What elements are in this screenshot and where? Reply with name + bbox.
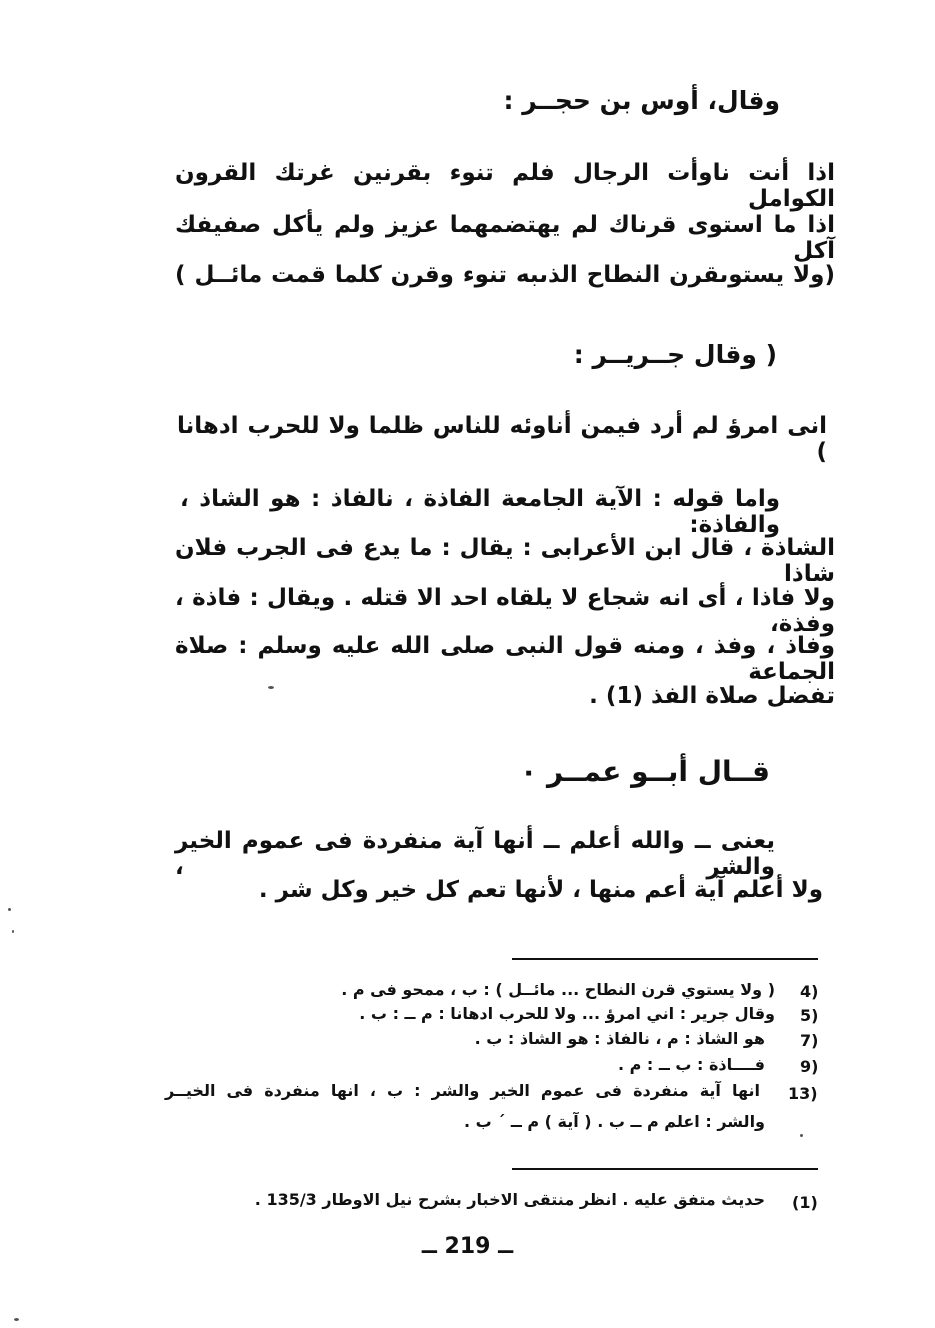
paragraph-fadhdha-line-5: تفضل صلاة الفذ (1) .	[589, 683, 835, 709]
poem-jarir-line: انى امرؤ لم أرد فيمن أناوئه للناس ظلما ولا للحرب ادهانا )	[177, 413, 827, 465]
scan-speck	[14, 1318, 19, 1321]
heading-aws-ibn-hajar: وقال، أوس بن حجــر :	[503, 86, 780, 115]
variant-note-text: فــــاذة : ب ــ : م .	[617, 1055, 765, 1074]
variant-note-number: 4)	[800, 982, 819, 1001]
scan-speck	[800, 1134, 803, 1137]
heading-abu-umar: قــال أبــو عمــر ٠	[520, 755, 770, 788]
variant-note-number: 13)	[788, 1084, 818, 1103]
paragraph-fadhdha-line-4: وفاذ ، وفذ ، ومنه قول النبى صلى الله عليه وسلم : صلاة الجماعة	[175, 633, 835, 685]
scan-speck	[12, 930, 14, 933]
paragraph-fadhdha-line-2: الشاذة ، قال ابن الأعرابى : يقال : ما يدع فى الجرب فلان شاذا	[175, 535, 835, 587]
variant-note-text: انها آية منفردة فى عموم الخير والشر : ب ، انها منفردة فى الخيــر	[165, 1081, 760, 1100]
paragraph-abu-umar-line-2: ولا أعلم آية أعم منها ، لأنها تعم كل خير وكل شر .	[258, 877, 823, 903]
variant-note-text: هو الشاذ : م ، نالفاذ : هو الشاذ : ب .	[474, 1029, 765, 1048]
variant-note-number: 9)	[800, 1057, 819, 1076]
poem-aws-line-3: (ولا يستوىقرن النطاح الذىبه تنوء وقرن كلما قمت مائــل )	[175, 262, 835, 288]
variant-note-text: ( ولا يستوي قرن النطاح ... مائــل ) : ب ، ممحو فى م .	[341, 980, 775, 999]
variant-note-text: والشر : اعلم م ــ ب . ( آية ) م ــ ´ ب .	[463, 1112, 765, 1131]
heading-jarir: ( وقال جــريــر :	[573, 340, 777, 369]
page-number: ــ 219 ــ	[421, 1234, 514, 1259]
variant-note-number: 5)	[800, 1006, 819, 1025]
variant-note-number: 7)	[800, 1031, 819, 1050]
paragraph-abu-umar-line-1: يعنى ــ والله أعلم ــ أنها آية منفردة فى عموم الخير والشر ،	[175, 828, 775, 880]
scan-speck	[268, 686, 274, 689]
poem-aws-line-2: اذا ما استوى قرناك لم يهتضمهما عزيز ولم يأكل صفيفك آكل	[175, 212, 835, 264]
footnotes-separator	[512, 1168, 818, 1170]
footnote-text: حديث متفق عليه . انظر منتقى الاخبار بشرح نيل الاوطار 135/3 .	[254, 1190, 765, 1209]
variant-note-text: وقال جرير : اني امرؤ ... ولا للحرب ادهانا : م ــ : ب .	[359, 1004, 775, 1023]
scan-speck	[8, 908, 11, 911]
footnote-number: (1)	[792, 1193, 818, 1212]
variant-notes-separator	[512, 958, 818, 960]
paragraph-fadhdha-line-1: واما قوله : الآية الجامعة الفاذة ، نالفاذ : هو الشاذ ، والفاذة:	[180, 486, 780, 538]
paragraph-fadhdha-line-3: ولا فاذا ، أى انه شجاع لا يلقاه احد الا قتله . ويقال : فاذة ، وفذة،	[175, 585, 835, 637]
poem-aws-line-1: اذا أنت ناوأت الرجال فلم تنوء بقرنين غرتك القرون الكوامل	[175, 160, 835, 212]
